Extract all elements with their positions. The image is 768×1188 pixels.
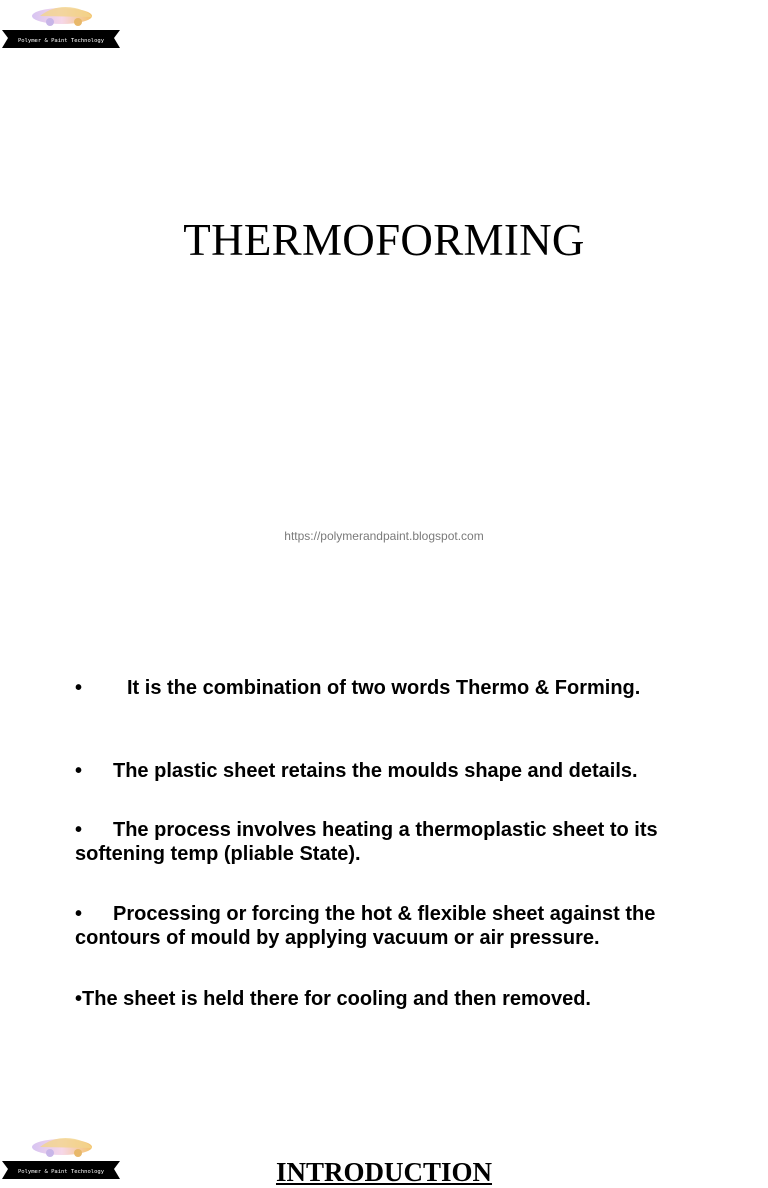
bullet-marker: • [75, 903, 83, 925]
bullet-marker: • [75, 677, 83, 699]
section-heading: INTRODUCTION [275, 1157, 493, 1187]
bullet-marker: • [75, 819, 83, 841]
bullet-item [75, 759, 715, 783]
logo-text: Polymer & Paint Technology [17, 38, 105, 44]
slide-title: THERMOFORMING [183, 215, 585, 265]
bullet-item [75, 676, 660, 700]
bullet-item [75, 902, 745, 950]
logo-text: Polymer & Paint Technology [17, 1169, 105, 1175]
bullet-item [75, 987, 745, 1011]
slide-2 [0, 555, 768, 1187]
slide-1 [0, 0, 768, 555]
logo-banner [0, 2, 126, 52]
source-url: https://polymerandpaint.blogspot.com [284, 529, 484, 543]
bullet-text: The sheet is held there for cooling and then removed. [82, 988, 591, 1010]
bullet-item [75, 818, 715, 866]
bullet-marker: • [75, 760, 83, 782]
bullet-text: It is the combination of two words Thermo & Forming. [127, 677, 641, 699]
bullet-text: The plastic sheet retains the moulds shape and details. [113, 760, 638, 782]
bullet-marker: • [75, 988, 83, 1010]
bullet-text: Processing or forcing the hot & flexible sheet against the contours of mould by applying vacuum or air pressure. [75, 903, 656, 949]
bullet-text: The process involves heating a thermoplastic sheet to its softening temp (pliable State). [75, 819, 658, 865]
